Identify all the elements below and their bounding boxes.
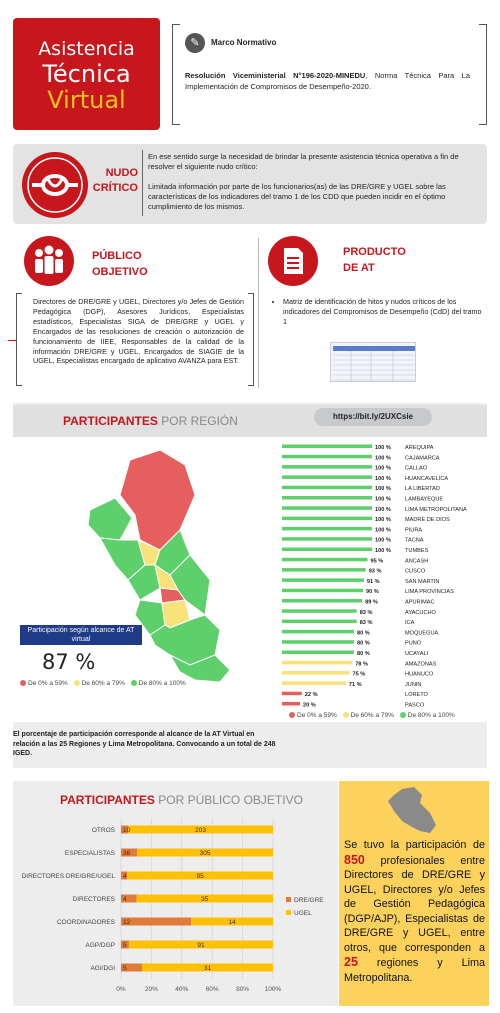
bar-value-ugel: 305 xyxy=(199,850,211,857)
region-bar-value: 20 % xyxy=(303,702,316,708)
producto-title-line2: DE AT xyxy=(343,262,375,274)
title-line-3: Virtual xyxy=(47,86,126,114)
region-bar-category: LORETO xyxy=(405,692,428,699)
region-bar-category: PUNO xyxy=(405,640,422,647)
map-legend xyxy=(16,680,186,687)
region-bar-value: 89 % xyxy=(365,599,378,606)
region-bar xyxy=(282,630,354,634)
title-line-1: Asistencia xyxy=(38,38,135,60)
region-bar-category: LIMA PROVINCIAS xyxy=(405,589,454,596)
bar-dre-gre xyxy=(121,918,191,926)
summary-part3: regiones y Lima Metropolitana. xyxy=(344,957,485,984)
publico-title-line2: OBJETIVO xyxy=(92,266,148,278)
region-bar-value: 100 % xyxy=(375,455,391,462)
marco-bracket-left xyxy=(172,24,180,125)
nudo-label xyxy=(86,166,138,196)
avance-label: Participación según alcance de AT virtual xyxy=(20,625,142,645)
region-bar-value: 100 % xyxy=(375,506,391,513)
region-bar-value: 100 % xyxy=(375,475,391,482)
region-bar-category: SAN MARTIN xyxy=(405,578,440,585)
region-bar-value: 80 % xyxy=(357,630,370,637)
x-tick-label: 40% xyxy=(175,986,189,993)
peru-silhouette-icon xyxy=(380,787,442,835)
publico-text: Directores de DRE/GRE y UGEL, Directores y/o Jefes de Gestión Pedagógica (DGP), Asesores Jurídicos, Especialistas estadísticos, Especialistas SIGA de DRE/GRE y UGEL y Encargados de las resoluciones de creación o autorización de funcionamiento de IIEE, Responsables de la calidad de la información DRE/GRE y UGEL, Encargados de SIAGIE de la UGEL, Especialistas encargado de aplicativo AVANZA para EST. xyxy=(33,297,244,366)
region-bar-value: 100 % xyxy=(375,445,391,451)
legend-swatch xyxy=(286,910,291,915)
publico-chart-title-bold: PARTICIPANTES xyxy=(60,793,155,807)
people-icon xyxy=(24,236,74,286)
region-bar-value: 75 % xyxy=(352,671,366,678)
region-bar-category: CAJAMARCA xyxy=(405,455,440,462)
marco-heading: Marco Normativo xyxy=(211,38,277,47)
nudo-text: Limitada información por parte de los funcionarios(as) de las DRE/GRE y UGEL sobre las características de los indicadores del tramo 1 de los CDD que pueden incidir en el óptimo cumplimiento de los mismos. xyxy=(148,182,446,211)
section-divider xyxy=(258,238,259,388)
region-bar-value: 100 % xyxy=(375,496,391,503)
summary-part1: Se tuvo la participación de xyxy=(344,839,485,851)
region-bar-category: AYACUCHO xyxy=(405,609,436,616)
bar-value-dre-gre: 10 xyxy=(123,827,131,834)
region-bar xyxy=(282,620,357,624)
region-bar-value: 100 % xyxy=(375,517,391,524)
region-bar-category: PIURA xyxy=(405,527,423,534)
publico-title xyxy=(92,248,148,280)
bar-value-ugel: 31 xyxy=(203,965,212,972)
bar-value-ugel: 95 xyxy=(196,873,204,880)
region-bar-value: 80 % xyxy=(357,640,370,647)
region-bar xyxy=(282,537,372,541)
region-bar-chart xyxy=(278,438,488,708)
summary-count: 850 xyxy=(344,852,365,867)
region-title-rest: POR REGIÓN xyxy=(157,414,238,428)
region-bar-category: APURIMAC xyxy=(405,599,435,606)
x-tick-label: 80% xyxy=(236,986,250,993)
region-bar xyxy=(282,681,346,685)
region-bar xyxy=(282,475,372,479)
region-bar-value: 90 % xyxy=(366,589,379,596)
nudo-divider xyxy=(142,150,143,216)
legend-label: UGEL xyxy=(294,910,312,917)
publico-bar-chart xyxy=(13,810,338,1006)
marco-bracket-right xyxy=(479,24,487,125)
x-tick-label: 60% xyxy=(205,986,219,993)
region-bar-category: AREQUIPA xyxy=(405,445,434,451)
category-label: AGP/DGP xyxy=(85,942,115,949)
region-bar xyxy=(282,651,354,655)
region-bar xyxy=(282,465,372,469)
peru-map xyxy=(20,440,260,685)
bar-value-dre-gre: 12 xyxy=(123,919,131,926)
region-bar xyxy=(282,671,350,675)
publico-title-line1: PÚBLICO xyxy=(92,250,142,262)
publico-bracket-right xyxy=(248,293,254,386)
producto-bullet xyxy=(273,297,483,327)
publico-marker xyxy=(8,340,16,341)
region-bar xyxy=(282,445,372,449)
region-bar xyxy=(282,661,352,665)
bar-value-dre-gre: 5 xyxy=(123,965,127,972)
region-bar-value: 83 % xyxy=(359,609,373,616)
summary-part2: profesionales entre Directores de DRE/GRE y UGEL, Directores y/o Jefes de Gestión Pedagógica (DGP/AJP), Especialistas de DRE/GRE y UGEL, entre otros, que corresponden a xyxy=(344,854,485,954)
region-bar-category: JUNIN xyxy=(405,681,422,688)
title-box xyxy=(13,18,160,130)
bar-legend-dot-high xyxy=(400,712,406,718)
region-bar xyxy=(282,455,372,459)
region-bar-value: 83 % xyxy=(359,620,373,627)
document-icon xyxy=(268,236,318,286)
region-bar-category: TUMBES xyxy=(405,548,429,554)
category-label: OTROS xyxy=(91,827,115,834)
x-tick-label: 20% xyxy=(144,986,158,993)
legend-label: DRE/GRE xyxy=(294,897,324,904)
bar-value-dre-gre: 4 xyxy=(123,873,127,880)
nudo-label-line2: CRÍTICO xyxy=(92,182,138,194)
legend-dot-high xyxy=(131,680,137,686)
matrix-thumbnail xyxy=(330,342,416,382)
region-bar-value: 78 % xyxy=(355,661,368,668)
legend-high: De 80% a 100% xyxy=(138,680,186,687)
bar-value-ugel: 203 xyxy=(195,827,206,834)
region-bar-category: ANCASH xyxy=(405,558,429,565)
nudo-intro: En ese sentido surge la necesidad de brindar la presente asistencia técnica operativa a fin de resolver el siguiente nudo crítico: xyxy=(148,152,459,171)
region-link[interactable]: https://bit.ly/2UXCsie xyxy=(314,408,432,426)
region-bar-category: CUSCO xyxy=(405,568,426,575)
region-bar xyxy=(282,599,362,603)
marco-text xyxy=(185,70,470,92)
region-bar-value: 95 % xyxy=(370,558,384,565)
region-bar xyxy=(282,640,354,644)
region-bar-value: 91 % xyxy=(366,578,380,585)
region-bar-category: TACNA xyxy=(405,537,424,544)
region-title xyxy=(63,414,238,428)
region-bar-category: HUANCAVELICA xyxy=(405,475,449,482)
region-bar xyxy=(282,589,363,593)
summary-regions: 25 xyxy=(344,955,358,969)
bar-value-dre-gre: 4 xyxy=(123,896,127,903)
category-label: DIRECTORES xyxy=(72,896,115,903)
category-label: ESPECIALISTAS xyxy=(64,850,115,857)
region-bar xyxy=(282,578,364,582)
region-bar-value: 93 % xyxy=(368,568,382,575)
category-label: AGI/DGI xyxy=(90,965,115,972)
knot-icon xyxy=(22,152,88,218)
region-bar-category: MADRE DE DIOS xyxy=(405,517,450,524)
bar-value-ugel: 35 xyxy=(201,896,209,903)
bar-legend-high: De 80% a 100% xyxy=(407,712,455,719)
region-bar-category: MOQUEGUA xyxy=(405,630,439,637)
legend-low: De 0% a 59% xyxy=(28,680,68,687)
bar-value-ugel: 91 xyxy=(197,942,205,949)
map-region-loreto xyxy=(120,450,195,550)
region-bar xyxy=(282,548,372,552)
region-bar-value: 71 % xyxy=(348,681,362,688)
region-bar-category: AMAZONAS xyxy=(405,661,437,668)
region-bar-value: 100 % xyxy=(375,537,391,544)
region-bar-category: PASCO xyxy=(405,702,425,708)
region-bar xyxy=(282,692,302,696)
bar-value-dre-gre: 36 xyxy=(123,850,131,857)
region-bar xyxy=(282,496,372,500)
region-bar xyxy=(282,568,366,572)
bar-legend-dot-low xyxy=(289,712,295,718)
bar-legend-low: De 0% a 59% xyxy=(297,712,337,719)
region-bar-value: 22 % xyxy=(304,692,318,699)
x-tick-label: 100% xyxy=(264,986,282,993)
producto-bullet-item: • Matriz de identificación de hitos y nudos críticos de los indicadores del Compromisos de Desempeño (CdD) del tramo 1 xyxy=(283,297,483,327)
region-bar-value: 100 % xyxy=(375,486,391,493)
producto-title xyxy=(343,244,406,276)
map-region-tumbes-piura xyxy=(88,498,132,540)
bar-legend-dot-mid xyxy=(343,712,349,718)
bar-value-ugel: 14 xyxy=(228,919,236,926)
region-bar-value: 80 % xyxy=(357,651,370,657)
legend-mid: De 60% a 79% xyxy=(81,680,125,687)
legend-dot-low xyxy=(20,680,26,686)
bar-legend-mid: De 60% a 79% xyxy=(350,712,394,719)
region-bar xyxy=(282,527,372,531)
region-bar xyxy=(282,486,372,490)
legend-dot-mid xyxy=(74,680,80,686)
region-bar xyxy=(282,558,368,562)
region-bar-category: LAMBAYEQUE xyxy=(405,496,444,503)
publico-bracket-left xyxy=(16,293,22,386)
region-title-bold: PARTICIPANTES xyxy=(63,414,158,428)
title-line-2: Técnica xyxy=(42,60,131,88)
avance-value: 87 % xyxy=(42,650,96,674)
producto-title-line1: PRODUCTO xyxy=(343,246,406,258)
marco-resolution: Resolución Viceministerial N°196-2020-MINEDU xyxy=(185,71,366,80)
region-bar-value: 100 % xyxy=(375,527,391,534)
region-bar xyxy=(282,517,372,521)
marco-description: , Norma Técnica Para La Implementación de Compromisos de Desempeño-2020. xyxy=(185,71,471,91)
publico-chart-title xyxy=(60,793,303,807)
bar-legend xyxy=(285,712,455,719)
legend-swatch xyxy=(286,897,291,902)
region-bar-category: UCAYALI xyxy=(405,651,429,657)
region-bar-value: 100 % xyxy=(375,465,391,472)
bar-value-dre-gre: 5 xyxy=(123,942,127,949)
region-bar-category: ICA xyxy=(405,620,415,627)
summary-text xyxy=(344,838,485,985)
region-bar xyxy=(282,702,300,706)
region-bar-category: LIMA METROPOLITANA xyxy=(405,506,467,513)
edit-icon: ✎ xyxy=(185,33,205,53)
region-bar-value: 100 % xyxy=(375,548,391,554)
region-bar-category: HUANUCO xyxy=(405,671,434,678)
region-bar xyxy=(282,609,357,613)
region-note: El porcentaje de participación corresponde al alcance de la AT Virtual en relación a las 25 Regiones y Lima Metropolitana. Convocando a un total de 248 IGED. xyxy=(13,731,276,757)
publico-chart-title-rest: POR PÚBLICO OBJETIVO xyxy=(154,793,303,807)
category-label: COORDINADORES xyxy=(56,919,115,926)
x-tick-label: 0% xyxy=(116,986,126,993)
nudo-label-line1: NUDO xyxy=(105,167,138,179)
region-bar-category: CALLAO xyxy=(405,465,428,472)
region-bar-category: LA LIBERTAD xyxy=(405,486,440,493)
category-label: DIRECTORES DRE/GRE/UGEL xyxy=(21,873,115,880)
region-bar xyxy=(282,506,372,510)
